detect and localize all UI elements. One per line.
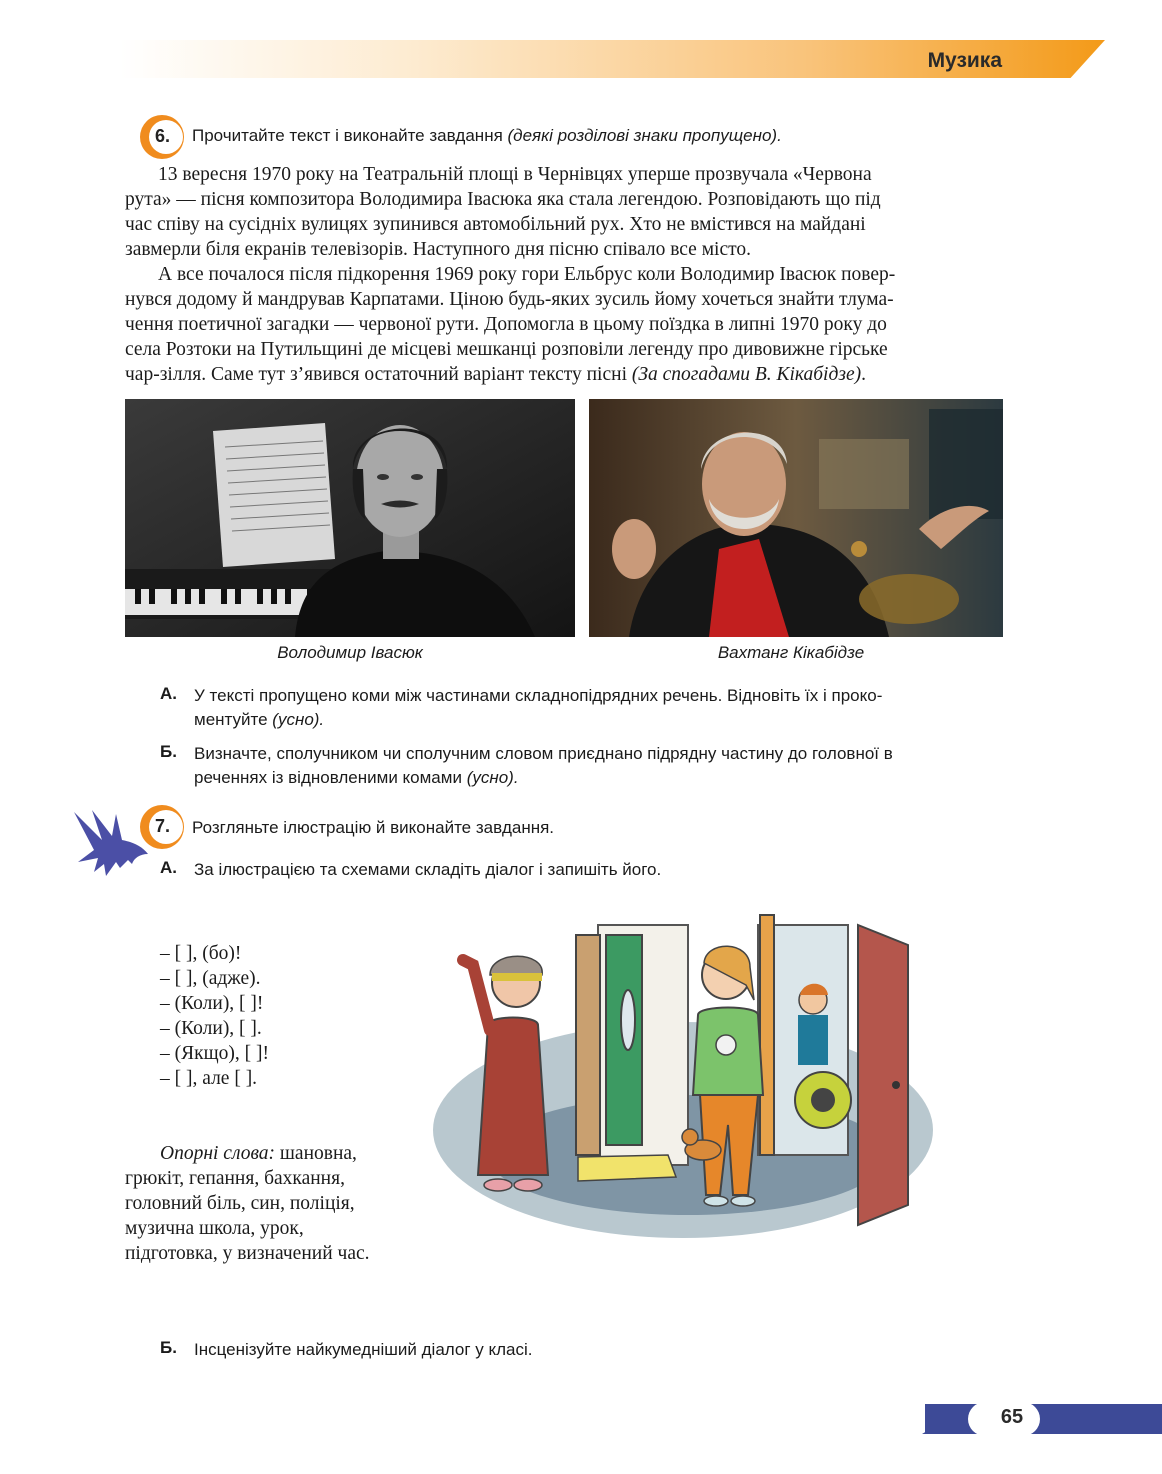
photo-kikabidze <box>589 399 1003 637</box>
task-7-badge <box>140 805 184 849</box>
task-7-number: 7. <box>155 816 171 836</box>
task-7a-text: За ілюстрацією та схемами складіть діалог і запишіть його. <box>194 860 662 879</box>
pegasus-icon <box>72 802 152 880</box>
reference-words-label: Опорні слова: <box>160 1143 276 1164</box>
page-number: 65 <box>1000 1406 1024 1428</box>
task-6-badge <box>140 115 184 159</box>
reference-words: Опорні слова: шановна, грюкіт, гепання, бахкання, головний біль, син, поліція, музична школа, урок, підготовка, у визначений час. <box>125 1143 370 1264</box>
paragraph-1: 13 вересня 1970 року на Театральній площі в Чернівцях уперше прозвучала «Червона рута» — пісня композитора Володимира Івасюка яка стала легендою. Розповідають що під час співу на сусідніх вулицях зупинився автомобільний рух. Хто не вмістився на майдані завмерли біля екранів телевізорів. Наступного дня пісню співало все місто. <box>125 164 881 260</box>
task-6b-letter: Б. <box>160 742 177 761</box>
pattern-line: – [ ], (бо)! <box>160 943 242 964</box>
task-6a-text: У тексті пропущено коми між частинами складнопідрядних речень. Відновіть їх і проко- ментуйте (усно). <box>194 686 883 729</box>
task-6-instruction: Прочитайте текст і виконайте завдання (деякі розділові знаки пропущено). <box>192 126 782 145</box>
pattern-line: – [ ], (адже). <box>160 968 261 989</box>
pattern-line: – [ ], але [ ]. <box>160 1068 258 1089</box>
pattern-line: – (Коли), [ ]! <box>160 993 264 1014</box>
source-citation: (За спогадами В. Кікабідзе) <box>631 364 862 385</box>
sentence-patterns <box>160 941 420 1091</box>
task-6b-text: Визначте, сполучником чи сполучним словом приєднано підрядну частину до головної в реченнях із відновленими комами (усно). <box>194 744 893 787</box>
task-6-number: 6. <box>155 126 171 146</box>
photo-ivasiuk <box>125 399 575 637</box>
footer-bar <box>925 1404 1162 1434</box>
section-title: Музика <box>927 49 1002 72</box>
pattern-line: – (Якщо), [ ]! <box>160 1043 269 1064</box>
paragraph-2: А все почалося після підкорення 1969 року гори Ельбрус коли Володимир Івасюк повер- нувся додому й мандрував Карпатами. Ціною будь-яких зусиль йому хочеться знайти тлума- чення поетичної загадки — червоної рути. Допомогла в цьому поїздка в липні 1970 року до села Розтоки на Путильщині де місцеві мешканці розповіли легенду про дивовижне гірське чар-зілля. Саме тут з’явився остаточний варіант тексту пісні (За спогадами В. Кікабідзе). <box>125 264 896 385</box>
caption-ivasiuk: Володимир Івасюк <box>277 643 423 662</box>
caption-kikabidze: Вахтанг Кікабідзе <box>717 643 865 662</box>
task-7-instruction: Розгляньте ілюстрацію й виконайте завдання. <box>192 818 555 837</box>
task-7a-letter: А. <box>160 858 177 877</box>
cartoon-illustration <box>428 905 938 1245</box>
task-7b-text: Інсценізуйте найкумедніший діалог у класі. <box>194 1340 533 1359</box>
task-6a-letter: А. <box>160 684 177 703</box>
pattern-line: – (Коли), [ ]. <box>160 1018 262 1039</box>
task-7b-letter: Б. <box>160 1338 177 1357</box>
